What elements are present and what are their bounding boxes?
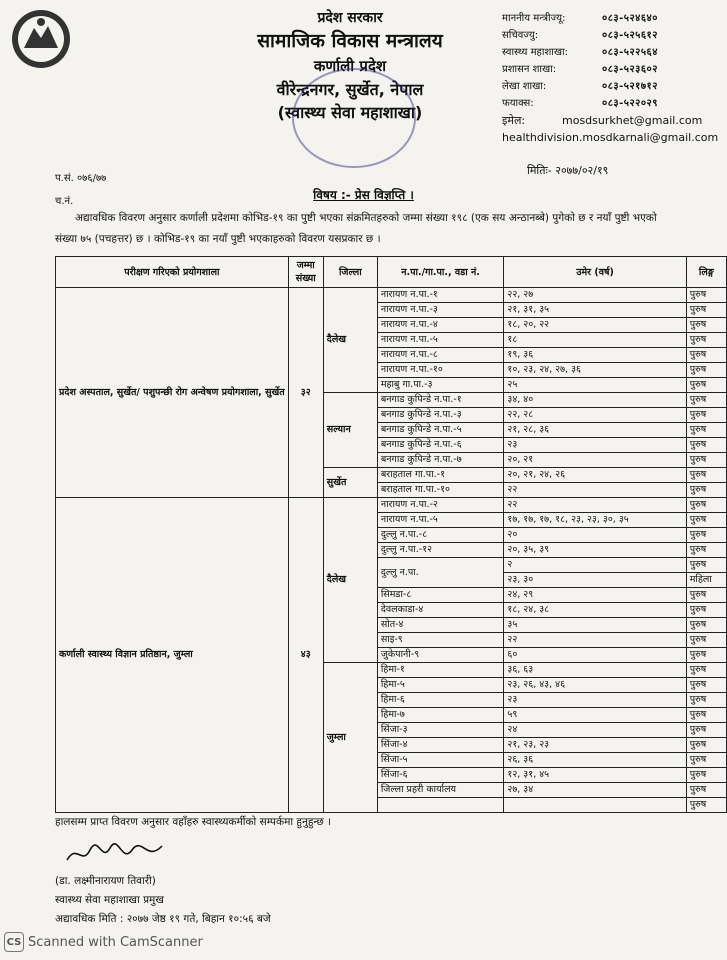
sex: पुरुष (686, 363, 726, 378)
district-name: सुर्खेत (323, 468, 377, 498)
sex: पुरुष (686, 603, 726, 618)
footnote: हालसम्म प्राप्त विवरण अनुसार वहाँहरु स्वास्थ्यकर्मीको सम्पर्कमा हुनुहुन्छ । (55, 816, 332, 828)
municipality-ward: हिमा-७ (377, 708, 504, 723)
contact-label: लेखा शाखा: (502, 81, 547, 92)
ages: १०, २३, २४, २७, ३६ (504, 363, 686, 378)
ages: ५९ (504, 708, 686, 723)
cases-table (55, 256, 727, 813)
office-stamp (292, 68, 416, 168)
contact-phone: ०८३-५२२५६४ (602, 47, 658, 58)
municipality-ward: सिंजा-६ (377, 768, 504, 783)
sex: पुरुष (686, 408, 726, 423)
total-count: ४३ (288, 498, 323, 813)
nepal-emblem-icon (10, 8, 72, 70)
municipality-ward: महाबु गा.पा.-३ (377, 378, 504, 393)
column-header: लिङ्ग (686, 257, 726, 288)
municipality-ward: दुल्लु न.पा.-१२ (377, 543, 504, 558)
municipality-ward: सिमडा-८ (377, 588, 504, 603)
ages: २७, ३४ (504, 783, 686, 798)
province-name: कर्णाली प्रदेश (313, 57, 387, 75)
municipality-ward: दुल्लु न.पा. (377, 558, 504, 588)
sex: पुरुष (686, 393, 726, 408)
email-row (502, 112, 724, 129)
contact-label: माननीय मन्त्रीज्यू: (502, 13, 566, 24)
municipality-ward: बनगाड कुपिन्डे न.पा.-१ (377, 393, 504, 408)
ages: २५ (504, 378, 686, 393)
email-address-2: healthdivision.mosdkarnali@gmail.com (502, 131, 719, 144)
ages: २०, ३५, ३९ (504, 543, 686, 558)
ages: २२ (504, 633, 686, 648)
ages: ३६, ६३ (504, 663, 686, 678)
ages: २१, ३१, ३५ (504, 303, 686, 318)
municipality-ward: सिंजा-४ (377, 738, 504, 753)
signer-block (55, 872, 271, 929)
total-count: ३२ (288, 288, 323, 498)
contact-row (502, 10, 724, 27)
municipality-ward: बराहताल गा.पा.-१० (377, 483, 504, 498)
column-header: उमेर (वर्ष) (504, 257, 686, 288)
municipality-ward: हिमा-५ (377, 678, 504, 693)
column-header: न.पा./गा.पा., वडा नं. (377, 257, 504, 288)
municipality-ward: नारायण न.पा.-१० (377, 363, 504, 378)
ages: ६० (504, 648, 686, 663)
ages: १९, ३६ (504, 348, 686, 363)
contact-phone: ०८३-५२२०२९ (602, 98, 658, 109)
column-header: जम्मा संख्या (288, 257, 323, 288)
sex: पुरुष (686, 588, 726, 603)
sex: पुरुष (686, 303, 726, 318)
camscanner-watermark (4, 932, 203, 952)
intro-paragraph: अद्यावधिक विवरण अनुसार कर्णाली प्रदेशमा कोभिड-१९ का पुष्टी भएका संक्रमितहरुको जम्मा संख्या १९८ (एक सय अन्ठानब्बे) पुगेको छ र नयाँ पुष्टी भएको संख्या ७५ (पचहत्तर) छ । कोभिड-१९ का नयाँ पुष्टी भएकाहरुको विवरण यसप्रकार छ । (55, 212, 657, 245)
signature-icon (62, 838, 172, 868)
signer-title: स्वास्थ्य सेवा महाशाखा प्रमुख (55, 894, 164, 906)
municipality-ward: सिंजा-३ (377, 723, 504, 738)
column-header: जिल्ला (323, 257, 377, 288)
sex: पुरुष (686, 738, 726, 753)
contact-row (502, 27, 724, 44)
table-header-row (56, 257, 727, 288)
contact-phone: ०८३-५२३६०२ (602, 64, 658, 75)
sex: पुरुष (686, 513, 726, 528)
municipality-ward (377, 798, 504, 813)
contact-phone: ०८३-५२१७१२ (602, 81, 658, 92)
municipality-ward: नारायण न.पा.-५ (377, 333, 504, 348)
division-name: (स्वास्थ्य सेवा महाशाखा) (277, 103, 423, 122)
municipality-ward: सोत-४ (377, 618, 504, 633)
municipality-ward: बनगाड कुपिन्डे न.पा.-३ (377, 408, 504, 423)
camscanner-logo-icon: CS (4, 932, 24, 952)
ages: २३ (504, 438, 686, 453)
district-name: दैलेख (323, 498, 377, 663)
contact-label: प्रशासन शाखा: (502, 64, 557, 75)
address-line: वीरेन्द्रनगर, सुर्खेत, नेपाल (276, 80, 424, 99)
sex: पुरुष (686, 423, 726, 438)
contact-label: सचिवज्यु: (502, 30, 539, 41)
ages: २३, २६, ४३, ४६ (504, 678, 686, 693)
contact-label: फयाक्स: (502, 98, 534, 109)
sex: पुरुष (686, 348, 726, 363)
ages: २० (504, 528, 686, 543)
signer-name: (डा. लक्ष्मीनारायण तिवारी) (55, 875, 156, 887)
municipality-ward: नारायण न.पा.-२ (377, 498, 504, 513)
contact-list (502, 10, 724, 146)
ages: २०, २१ (504, 453, 686, 468)
municipality-ward: नारायण न.पा.-८ (377, 348, 504, 363)
sex: पुरुष (686, 483, 726, 498)
municipality-ward: हिमा-१ (377, 663, 504, 678)
ages: २ (504, 558, 686, 573)
sex: पुरुष (686, 723, 726, 738)
ages: २३ (504, 693, 686, 708)
municipality-ward: बनगाड कुपिन्डे न.पा.-६ (377, 438, 504, 453)
sex: पुरुष (686, 633, 726, 648)
ages: २२, २८ (504, 408, 686, 423)
contact-row (502, 95, 724, 112)
sex: पुरुष (686, 438, 726, 453)
municipality-ward: सिंजा-५ (377, 753, 504, 768)
sex: पुरुष (686, 663, 726, 678)
ages: २४ (504, 723, 686, 738)
sex: पुरुष (686, 618, 726, 633)
header-line1: प्रदेश सरकार (317, 10, 383, 26)
lab-name: कर्णाली स्वास्थ्य विज्ञान प्रतिष्ठान, जुम्ला (56, 498, 289, 813)
ages: १८, २४, ३८ (504, 603, 686, 618)
sex: पुरुष (686, 453, 726, 468)
subject-line: विषय :- प्रेस विज्ञप्ति । (313, 188, 414, 202)
dispatch-number: च.नं. (55, 196, 74, 207)
municipality-ward: देवलकाडा-४ (377, 603, 504, 618)
sex: पुरुष (686, 753, 726, 768)
contact-phone: ०८३-५२४६४० (602, 13, 658, 24)
reference-number: प.सं. ०७६/७७ (55, 173, 107, 184)
ages: २६, ३६ (504, 753, 686, 768)
ages: २२, २७ (504, 288, 686, 303)
municipality-ward: बनगाड कुपिन्डे न.पा.-५ (377, 423, 504, 438)
ages: २२ (504, 498, 686, 513)
ages (504, 798, 686, 813)
ages: २०, २१, २४, २६ (504, 468, 686, 483)
municipality-ward: नारायण न.पा.-४ (377, 318, 504, 333)
column-header: परीक्षण गरिएको प्रयोगशाला (56, 257, 289, 288)
sex: पुरुष (686, 768, 726, 783)
sex: पुरुष (686, 678, 726, 693)
ages: १८, २०, २२ (504, 318, 686, 333)
sex: पुरुष (686, 783, 726, 798)
ages: १७, १७, १७, १८, २३, २३, ३०, ३५ (504, 513, 686, 528)
ages: २४, २९ (504, 588, 686, 603)
sex: महिला (686, 573, 726, 588)
table-body (56, 288, 727, 813)
sex: पुरुष (686, 528, 726, 543)
email-address-1: mosdsurkhet@gmail.com (562, 114, 703, 127)
municipality-ward: बनगाड कुपिन्डे न.पा.-७ (377, 453, 504, 468)
sex: पुरुष (686, 798, 726, 813)
sex: पुरुष (686, 498, 726, 513)
table-row (56, 288, 727, 303)
lab-name: प्रदेश अस्पताल, सुर्खेत/ पशुपन्छी रोग अन्वेषण प्रयोगशाला, सुर्खेत (56, 288, 289, 498)
municipality-ward: जुकेपानी-९ (377, 648, 504, 663)
ages: ३४, ४० (504, 393, 686, 408)
municipality-ward: जिल्ला प्रहरी कार्यालय (377, 783, 504, 798)
contact-label: स्वास्थ्य महाशाखा: (502, 47, 568, 58)
ages: २१, २३, २३ (504, 738, 686, 753)
district-name: सल्यान (323, 393, 377, 468)
sex: पुरुष (686, 333, 726, 348)
sex: पुरुष (686, 378, 726, 393)
municipality-ward: नारायण न.पा.-५ (377, 513, 504, 528)
municipality-ward: साइ-९ (377, 633, 504, 648)
sex: पुरुष (686, 693, 726, 708)
contact-row (502, 44, 724, 61)
email-label: इमेल: (502, 114, 526, 127)
municipality-ward: दुल्लु न.पा.-८ (377, 528, 504, 543)
ages: २३, ३० (504, 573, 686, 588)
ages: २१, २८, ३६ (504, 423, 686, 438)
camscanner-text: Scanned with CamScanner (28, 934, 203, 950)
municipality-ward: बराहताल गा.पा.-१ (377, 468, 504, 483)
sex: पुरुष (686, 468, 726, 483)
ages: ३५ (504, 618, 686, 633)
district-name: जुम्ला (323, 663, 377, 813)
sex: पुरुष (686, 558, 726, 573)
ages: १२, ३१, ४५ (504, 768, 686, 783)
municipality-ward: हिमा-६ (377, 693, 504, 708)
municipality-ward: नारायण न.पा.-३ (377, 303, 504, 318)
sex: पुरुष (686, 543, 726, 558)
letter-date: मितिः- २०७७/०२/१९ (527, 164, 609, 177)
district-name: दैलेख (323, 288, 377, 393)
ages: १८ (504, 333, 686, 348)
update-time: अद्यावधिक मिति : २०७७ जेष्ठ १९ गते, बिहान १०:५६ बजे (55, 913, 271, 925)
contact-row (502, 78, 724, 95)
contact-row (502, 61, 724, 78)
sex: पुरुष (686, 288, 726, 303)
ages: २२ (504, 483, 686, 498)
ministry-name: सामाजिक विकास मन्त्रालय (257, 30, 443, 52)
table-row (56, 498, 727, 513)
sex: पुरुष (686, 708, 726, 723)
municipality-ward: नारायण न.पा.-१ (377, 288, 504, 303)
sex: पुरुष (686, 648, 726, 663)
sex: पुरुष (686, 318, 726, 333)
contact-phone: ०८३-५२५६१२ (602, 30, 658, 41)
